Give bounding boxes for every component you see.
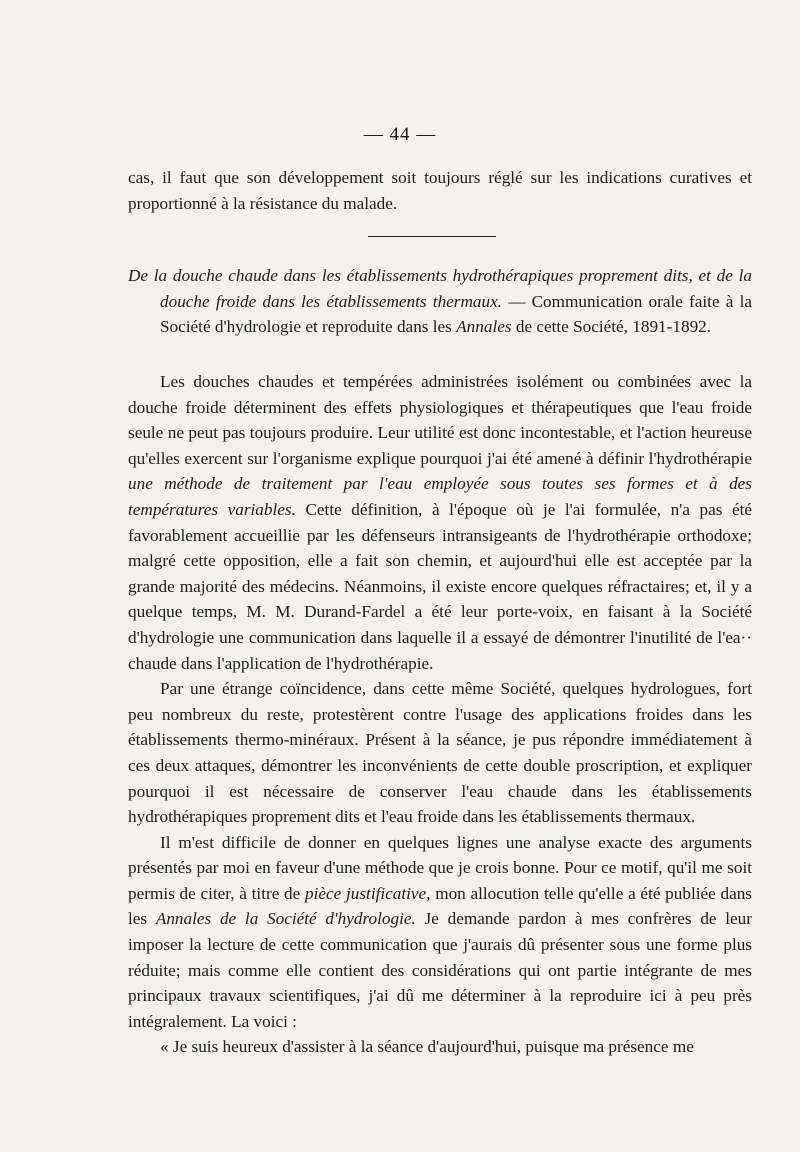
paragraph-4: « Je suis heureux d'assister à la séance d'aujourd'hui, puisque ma présence me (160, 1037, 694, 1057)
paragraph-3-text-c: mon allocution telle qu'elle a été publiée dans les (128, 883, 752, 929)
paragraph-1-text-a: Les douches chaudes et tempérées administrées isolément ou combinées avec la douche froide déterminent des effets physiologiques et thérapeutiques que l'eau froide seule ne peut pas toujours produire. Leur utilité est donc incontestable, et l'action heureuse qu'elles exercent sur l'organisme explique pourquoi j'ai été amené à définir l'hydrothérapie (128, 372, 752, 468)
paragraph-3-piece-justificative: pièce justificative, (305, 883, 431, 903)
body-text (128, 369, 752, 1060)
paragraph-3-text-e: Je demande pardon à mes confrères de leur imposer la lecture de cette communication que j'aurais dû présenter sous une forme plus réduite; mais comme elle contient des considérations qui ont partie intégrante de mes principaux travaux scientifiques, j'ai dû me déterminer à la reproduire ici à peu près intégralement. La voici : (128, 909, 753, 1031)
paragraph-2: Par une étrange coïncidence, dans cette même Société, quelques hydrologues, fort peu nombreux du reste, protestèrent contre l'usage des applications froides dans les établissements thermo-minéraux. Présent à la séance, je pus répondre immédiatement à ces deux attaques, démontrer les inconvénients de cette double proscription, et expliquer pourquoi il est nécessaire de conserver l'eau chaude dans les établissements hydrothérapiques proprement dits et l'eau froide dans les établissements thermaux. (128, 679, 752, 827)
paragraph-1 (128, 369, 752, 676)
reference-note-end: de cette Société, 1891-1892. (511, 317, 712, 337)
reference-note-start: — Communication orale faite à la Société d'hydrologie et reproduite dans les (160, 291, 752, 337)
page-number: — 44 — (363, 124, 437, 145)
paragraph-1-definition: une méthode de traitement par l'eau employée sous toutes ses formes et à des températures variables. (128, 474, 752, 519)
section-divider (368, 236, 496, 237)
paragraph-3-annales-title: Annales de la Société d'hydrologie. (155, 909, 416, 929)
reference-journal: Annales (456, 317, 512, 337)
paragraph-1-text-c: Cette définition, à l'époque où je l'ai formulée, n'a pas été favorablement accueillie par les défenseurs intransigeants de l'hydrothérapie orthodoxe; malgré cette opposition, elle a fait son chemin, et aujourd'hui elle est acceptée par la grande majorité des médecins. Néanmoins, il existe encore quelques réfractaires; et, il y a quelque temps, M. M. Durand-Fardel a été leur porte-voix, en faisant à la Société d'hydrologie une communication dans laquelle il a essayé de démontrer l'inutilité de l'ea·· chaude dans l'application de l'hydrothérapie. (128, 499, 752, 673)
paragraph-3-text-a: Il m'est difficile de donner en quelques lignes une analyse exacte des arguments présentés par moi en faveur d'une méthode que je crois bonne. Pour ce motif, qu'il me soit permis de citer, à titre de (128, 832, 752, 903)
reference-title: De la douche chaude dans les établissements hydrothérapiques proprement dits, et de la douche froide dans les établissements thermaux. (128, 266, 752, 311)
reference-entry (128, 263, 752, 340)
paragraph-3 (128, 830, 752, 1035)
continuation-paragraph: cas, il faut que son développement soit toujours réglé sur les indications curatives et proportionné à la résistance du malade. (128, 168, 752, 213)
